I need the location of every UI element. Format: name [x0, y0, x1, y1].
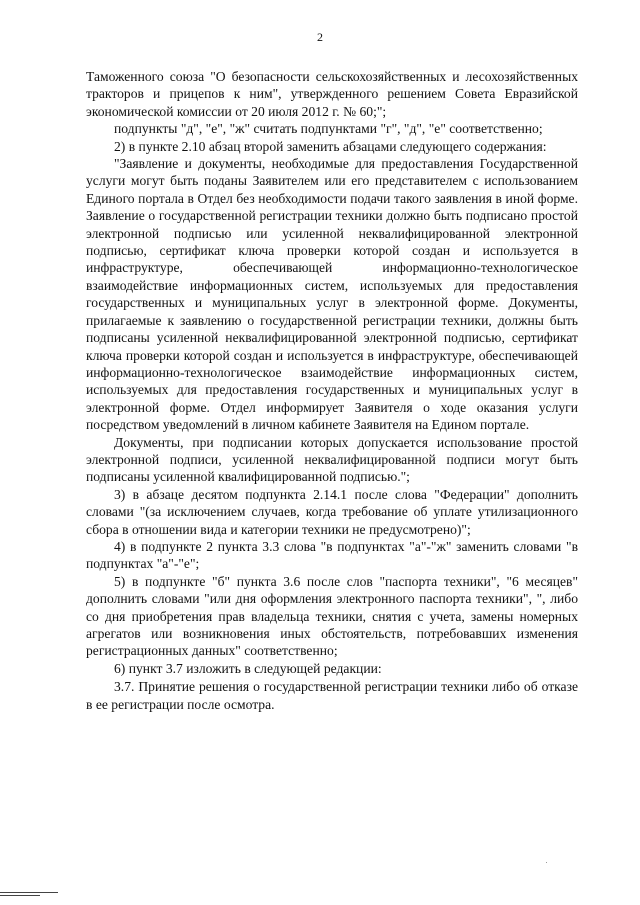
scan-artifact-line [0, 895, 40, 896]
paragraph-item-6: 6) пункт 3.7 изложить в следующей редакции: [114, 660, 382, 676]
document-body [86, 68, 578, 713]
paragraph-clause-3-7: 3.7. Принятие решения о государственной регистрации техники либо об отказе в ее регистрации после осмотра. [86, 679, 578, 712]
paragraph-continuation: Таможенного союза "О безопасности сельскохозяйственных и лесохозяйственных тракторов и прицепов к ним", утвержденного решением Совета Евразийской экономической комиссии от 20 июля 2012 г. № 60;"; [86, 69, 578, 119]
paragraph-item-3: 3) в абзаце десятом подпункта 2.14.1 после слова "Федерации" дополнить словами "(за исключением случаев, когда требование об уплате утилизационного сбора в отношении вида и категории техники не предусмотрено)"; [86, 486, 578, 537]
page-number: 2 [317, 30, 323, 44]
paragraph-application-text: "Заявление и документы, необходимые для предоставления Государственной услуги могут быть поданы Заявителем или его представителем с использованием Единого портала в Отдел без необходимости подачи такого заявления в иной форме. Заявление о государственной регистрации техники должно быть подписано простой электронной подписью или усиленной неквалифицированной электронной подписью, сертификат ключа проверки которой создан и используется в инфраструктуре, обеспечивающей информационно-технологическое взаимодействие информационных систем, используемых для предоставления государственных и муниципальных услуг в электронной форме. Документы, прилагаемые к заявлению о государственной регистрации техники, должны быть подписаны усиленной неквалифицированной электронной подписью, сертификат ключа проверки которой создан и используется в инфраструктуре, обеспечивающей информационно-технологическое взаимодействие информационных систем, используемых для предоставления государственных и муниципальных услуг в электронной форме. Отдел информирует Заявителя о ходе оказания услуги посредством уведомлений в личном кабинете Заявителя на Едином портале. [86, 156, 578, 433]
paragraph-item-4: 4) в подпункте 2 пункта 3.3 слова "в подпунктах "а"-"ж" заменить словами "в подпунктах "а"-"е"; [86, 538, 578, 572]
scan-artifact-line [0, 892, 58, 893]
paragraph-item-2: 2) в пункте 2.10 абзац второй заменить абзацами следующего содержания: [114, 138, 547, 154]
paragraph-documents-signing: Документы, при подписании которых допускается использование простой электронной подписи, усиленной неквалифицированной подписи могут быть подписаны усиленной квалифицированной подписью."; [86, 434, 578, 485]
paragraph-subitems-renumber: подпункты "д", "е", "ж" считать подпунктами "г", "д", "е" соответственно; [114, 121, 543, 137]
scan-artifact-dot [546, 862, 547, 863]
paragraph-item-5: 5) в подпункте "б" пункта 3.6 после слов "паспорта техники", "6 месяцев" дополнить словами "или дня оформления электронного паспорта техники", ", либо со дня приобретения прав владельца техники, снятия с учета, замены номерных агрегатов или возникновения иных обстоятельств, потребовавших изменения регистрационных данных" соответственно; [86, 573, 578, 659]
